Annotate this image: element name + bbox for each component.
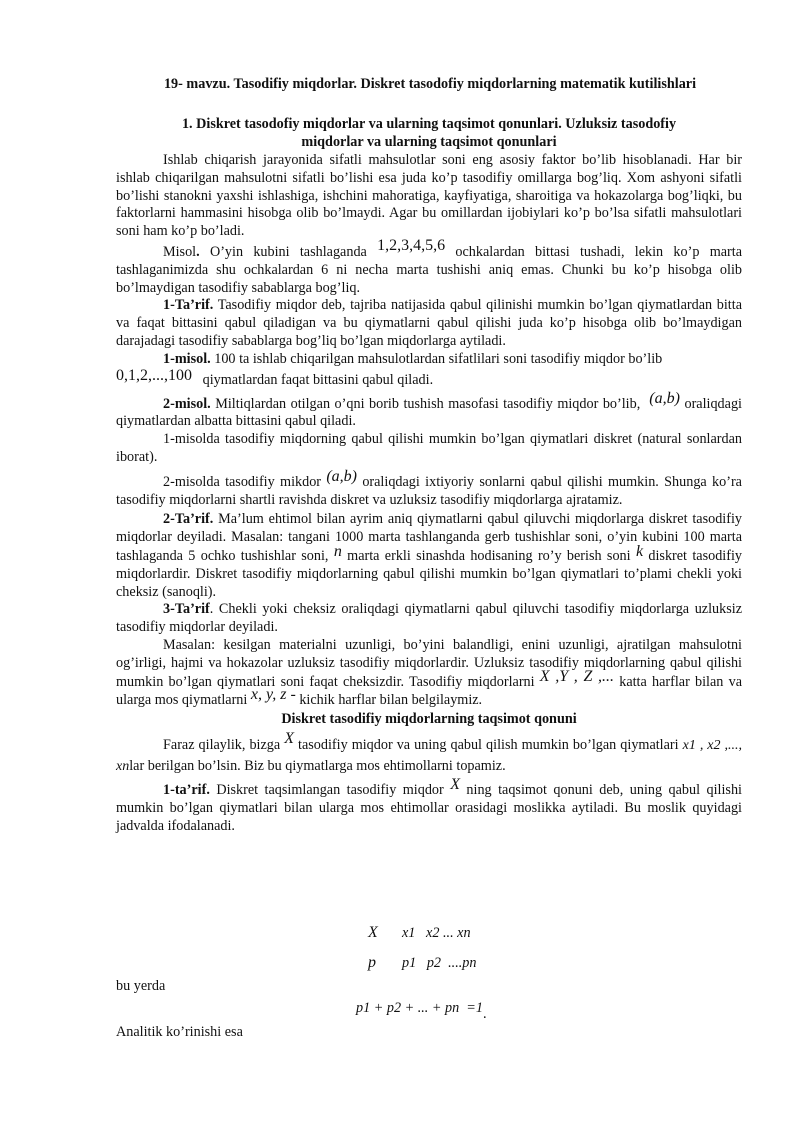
tarif1-text: Tasodifiy miqdor deb, tajriba natijasida qabul qilinishi mumkin bo’lgan qiymatlardan bitta va faqat bittasini qabul qiladigan va bu qiymatlarni qabul qilishi juda ko’p hisobga olib bo’lmaydigan darajadagi tasodifiy sabablarga bog’liq bo’lgan miqdorlarga aytiladi. [116,297,742,349]
paragraph-masalan [116,637,742,710]
paragraph-tarif-1b [116,775,742,835]
var-X: X [284,729,294,747]
var-n: n [333,542,342,560]
table-p-values: p1 p2 ....pn [402,955,477,971]
tarif1b-label: 1-ta’rif. [163,781,210,798]
vars-upper: X ,Y , Z ,... [539,667,615,685]
misol2-text-b: oraliqdagi qiymatlardan albatta bittasini qabul qiladi. [116,395,742,430]
tarif1-label: 1-Ta’rif. [163,297,214,314]
paragraph-misol-1 [116,351,742,369]
sum-equation [356,1000,487,1022]
misol-text-a: O’yin kubini tashlaganda [199,243,378,260]
tarif2-text-b: marta erkli sinashda hodisaning ro’y berish soni [341,547,636,564]
var-X-2: X [450,775,460,793]
masalan-text-a: Masalan: kesilgan materialni uzunligi, bo’yini balandligi, enini uzunligi, ajratilgan mahsulotni og’irligi, hajmi va hokazolar uzluksiz tasodifiy miqdorlardir. Uzluksiz tasodifiy miqdorlarning qabul qilishi mumkin bo’lgan qiymatlari soni faqat cheksizdir. Tasodifiy miqdorlarni [116,636,742,690]
misol-dot: . [196,243,200,260]
uzluksiz-text-b: oraliqdagi ixtiyoriy sonlarni qabul qilishi mumkin. Shunga ko’ra tasodifiy miqdorlarni shartli ravishda diskret va uzluksiz tasodifiy miqdorlarga ajratamiz. [116,473,742,508]
paragraph-misol [116,236,743,297]
misol1-set: 0,1,2,...,100 [116,366,192,384]
x-sequence: x1 , x2 ,..., xn [116,737,742,774]
faraz-text-b: tasodifiy miqdor va uning qabul qilish mumkin bo’lgan qiymatlari [294,736,683,753]
misol-text-b: ochkalardan bittasi tushadi, lekin ko’p marta tashlaganimizda shu ochkalardan 6 ni necha marta tushishi aniq emas. Chunki bu ko’p hisobga olib bo’lmaydigan tasodifiy sabablarga bog’liq. [116,243,743,296]
faraz-text-c: lar berilgan bo’lsin. Biz bu qiymatlarga mos ehtimollarni topamiz. [129,757,506,774]
table-X: X [368,924,378,941]
document-title: 19- mavzu. Tasodifiy miqdorlar. Diskret tasodofiy miqdorlarning matematik kutilishlari [163,76,697,92]
section-heading-line-2: miqdorlar va ularning taqsimot qonunlari [301,133,557,150]
paragraph-tarif-2 [116,511,742,601]
table-x-values: x1 x2 ... xn [402,925,471,941]
var-k: k [635,542,644,560]
paragraph-misol-2 [116,389,742,432]
table-p: p [368,954,376,971]
section-heading [116,116,742,152]
misol1-text: 100 ta ishlab chiqarilgan mahsulotlardan sifatlilari soni tasodifiy miqdor bo’lib [210,350,663,367]
tarif1b-text-b: ning taqsimot qonuni deb, uning qabul qilishi mumkin bo’lgan qiymatlari bilan ularga mos ehtimollar orasidagi moslikka aytiladi. Bu moslik quyidagi jadvalda ifodalanadi. [116,781,742,834]
misol-label: Misol [163,243,197,260]
paragraph-misol-1-cont [116,366,742,391]
vars-lower: x, y, z - [250,686,296,704]
paragraph-intro: Ishlab chiqarish jarayonida sifatli mahsulotlar soni eng asosiy faktor bo’lib hisoblanadi. Har bir ishlab chiqarilgan mahsulotni sifatli bo’lishi esa juda ko’p tasodifiy omillarga bog’liq. Xom ashyoni sifatli bo’lishi stanokni yaxshi ishlashiga, ishchini mahoratiga, kayfiyatiga, sharoitiga va hokazolarga bog’liqki, bu faktorlarni hammasini hisobga olib bo’lmaydi. Agar bu omillardan ijobiylari ko’p bo’lsa sifatli mahsulotlari soni ham ko’p bo’ladi. [116,152,742,240]
uzluksiz-text-a: 2-misolda tasodifiy mikdor [163,473,327,490]
sum-dot: . [482,1006,487,1022]
tarif3-text: . Chekli yoki cheksiz oraliqdagi qiymatlarni qabul qiluvchi tasodifiy miqdorlarga uzluksiz tasodifiy miqdorlar deyiladi. [116,601,742,636]
interval-ab: (a,b) [649,389,680,407]
body-text [116,152,742,835]
tarif2-text-c: diskret tasodifiy miqdorlardir. Diskret tasodifiy miqdorlarning qabul qilishi mumkin bo’lgan qiymatlari to’plami chekli yoki cheksiz (sanoqli). [116,547,742,600]
sum-expression: p1 + p2 + ... + pn =1 [356,1000,483,1016]
distribution-table [368,924,476,984]
tarif2-label: 2-Ta’rif. [163,511,214,528]
misol-set: 1,2,3,4,5,6 [377,236,446,254]
masalan-text-b: katta harflar bilan va ularga mos qiymatlarni [116,673,742,709]
analitik-label: Analitik ko’rinishi esa [116,1024,243,1040]
paragraph-faraz [116,729,742,777]
masalan-text-c: kichik harflar bilan belgilaymiz. [295,692,483,709]
paragraph-uzluksiz [116,467,742,510]
table-row-x [368,924,476,954]
table-row-p [368,954,476,984]
tarif3-label: 3-Ta’rif [163,601,210,618]
tarif2-text-a: Ma’lum ehtimol bilan ayrim aniq qiymatlarni qabul qiluvchi miqdorlarga diskret tasodifiy miqdorlar deyiladi. Masalan: tangani 1000 marta tashlanganda gerb tushishlar soni, o’yin kubini 100 marta tashlaganda 5 ochko tushishlar soni, [116,511,742,564]
misol1-label: 1-misol. [163,350,211,367]
paragraph-diskret: 1-misolda tasodifiy miqdorning qabul qilishi mumkin bo’lgan qiymatlari diskret (natural sonlardan iborat). [116,431,742,465]
tarif1b-text-a: Diskret taqsimlangan tasodifiy miqdor [209,781,451,798]
misol1-text-b: qiymatlardan faqat bittasini qabul qiladi. [202,371,434,388]
bu-yerda: bu yerda [116,978,166,994]
faraz-text-a: Faraz qilaylik, bizga [163,736,285,753]
paragraph-tarif-3 [116,601,742,637]
section-heading-line-1: 1. Diskret tasodofiy miqdorlar va ularning taqsimot qonunlari. Uzluksiz tasodofiy [181,116,677,132]
misol2-text: Miltiqlardan otilgan o’qni borib tushish masofasi tasodifiy miqdor bo’lib, [210,395,641,412]
paragraph-tarif-1 [116,297,742,350]
subheading-taqsimot: Diskret tasodifiy miqdorlarning taqsimot qonuni [281,711,577,728]
interval-ab-2: (a,b) [326,467,357,485]
misol2-label: 2-misol. [163,395,211,412]
